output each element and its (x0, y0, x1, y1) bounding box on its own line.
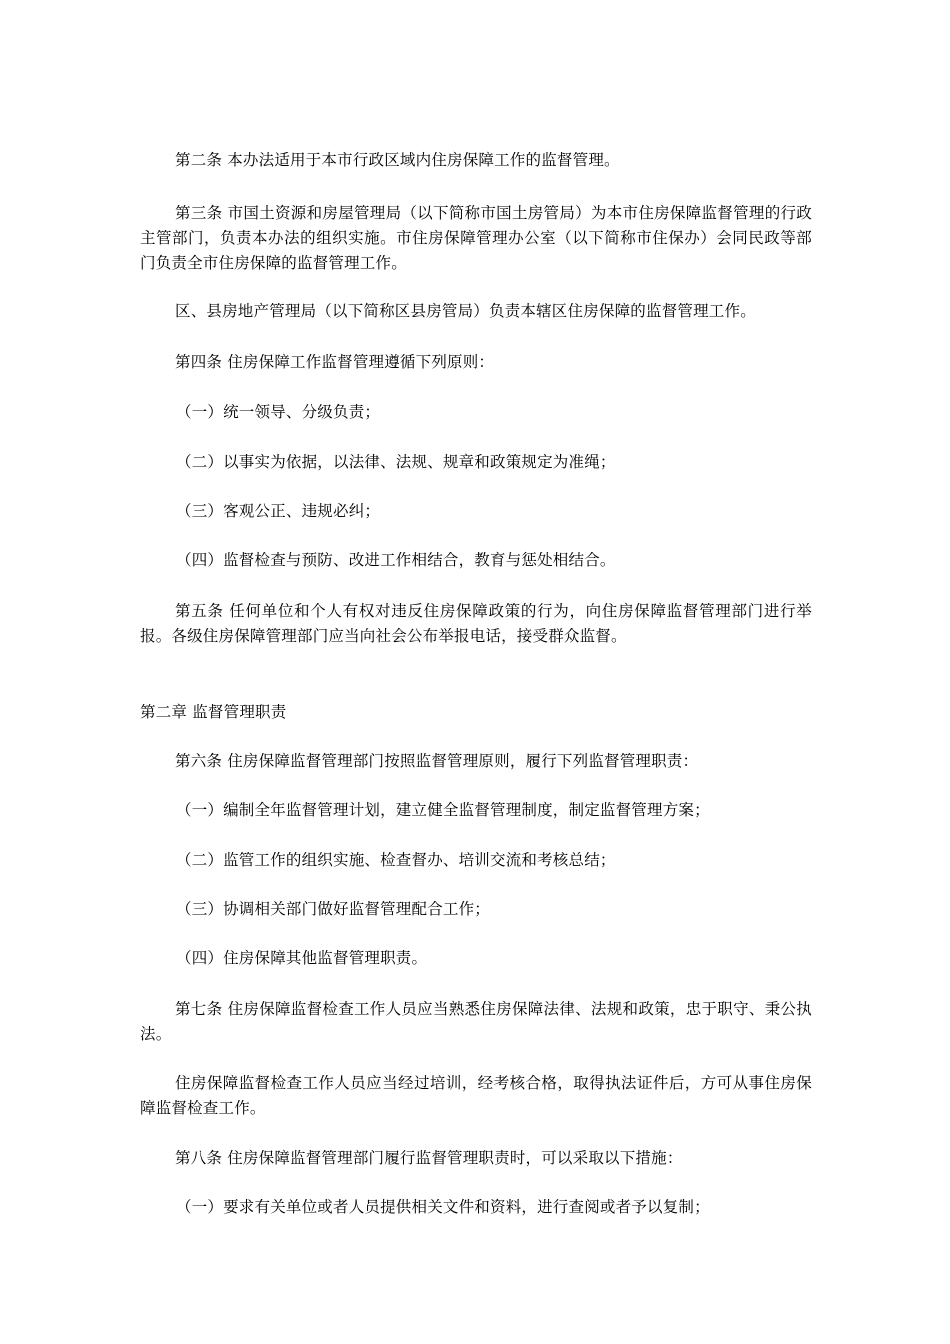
article-6: 第六条 住房保障监督管理部门按照监督管理原则，履行下列监督管理职责： (175, 752, 699, 770)
article-2: 第二条 本办法适用于本市行政区域内住房保障工作的监督管理。 (175, 151, 620, 169)
article-3-paragraph-2: 区、县房地产管理局（以下简称区县房管局）负责本辖区住房保障的监督管理工作。 (175, 302, 756, 320)
article-4-item-3: （三）客观公正、违规必纠； (176, 502, 381, 520)
article-6-item-2: （二）监管工作的组织实施、检查督办、培训交流和考核总结； (176, 851, 616, 869)
chapter-2-heading: 第二章 监督管理职责 (140, 703, 287, 721)
article-8: 第八条 住房保障监督管理部门履行监督管理职责时，可以采取以下措施： (175, 1149, 683, 1167)
article-8-item-1: （一）要求有关单位或者人员提供相关文件和资料，进行查阅或者予以复制； (176, 1198, 710, 1216)
article-7-paragraph-2: 住房保障监督检查工作人员应当经过培训，经考核合格，取得执法证件后，方可从事住房保障监督检查工作。 (140, 1074, 812, 1117)
article-6-item-4: （四）住房保障其他监督管理职责。 (176, 949, 428, 967)
article-4-item-2: （二）以事实为依据，以法律、法规、规章和政策规定为准绳； (176, 453, 616, 471)
article-6-item-1: （一）编制全年监督管理计划，建立健全监督管理制度，制定监督管理方案； (176, 801, 710, 819)
article-4: 第四条 住房保障工作监督管理遵循下列原则： (175, 353, 495, 371)
article-4-item-1: （一）统一领导、分级负责； (176, 403, 381, 421)
article-4-item-4: （四）监督检查与预防、改进工作相结合，教育与惩处相结合。 (176, 551, 616, 569)
article-7: 第七条 住房保障监督检查工作人员应当熟悉住房保障法律、法规和政策，忠于职守、秉公执法。 (140, 1000, 812, 1043)
article-3: 第三条 市国土资源和房屋管理局（以下简称市国土房管局）为本市住房保障监督管理的行政主管部门，负责本办法的组织实施。市住房保障管理办公室（以下简称市住保办）会同民政等部门负责全市住房保障的监督管理工作。 (140, 204, 812, 272)
article-6-item-3: （三）协调相关部门做好监督管理配合工作； (176, 900, 491, 918)
article-5: 第五条 任何单位和个人有权对违反住房保障政策的行为，向住房保障监督管理部门进行举报。各级住房保障管理部门应当向社会公布举报电话，接受群众监督。 (140, 602, 812, 645)
